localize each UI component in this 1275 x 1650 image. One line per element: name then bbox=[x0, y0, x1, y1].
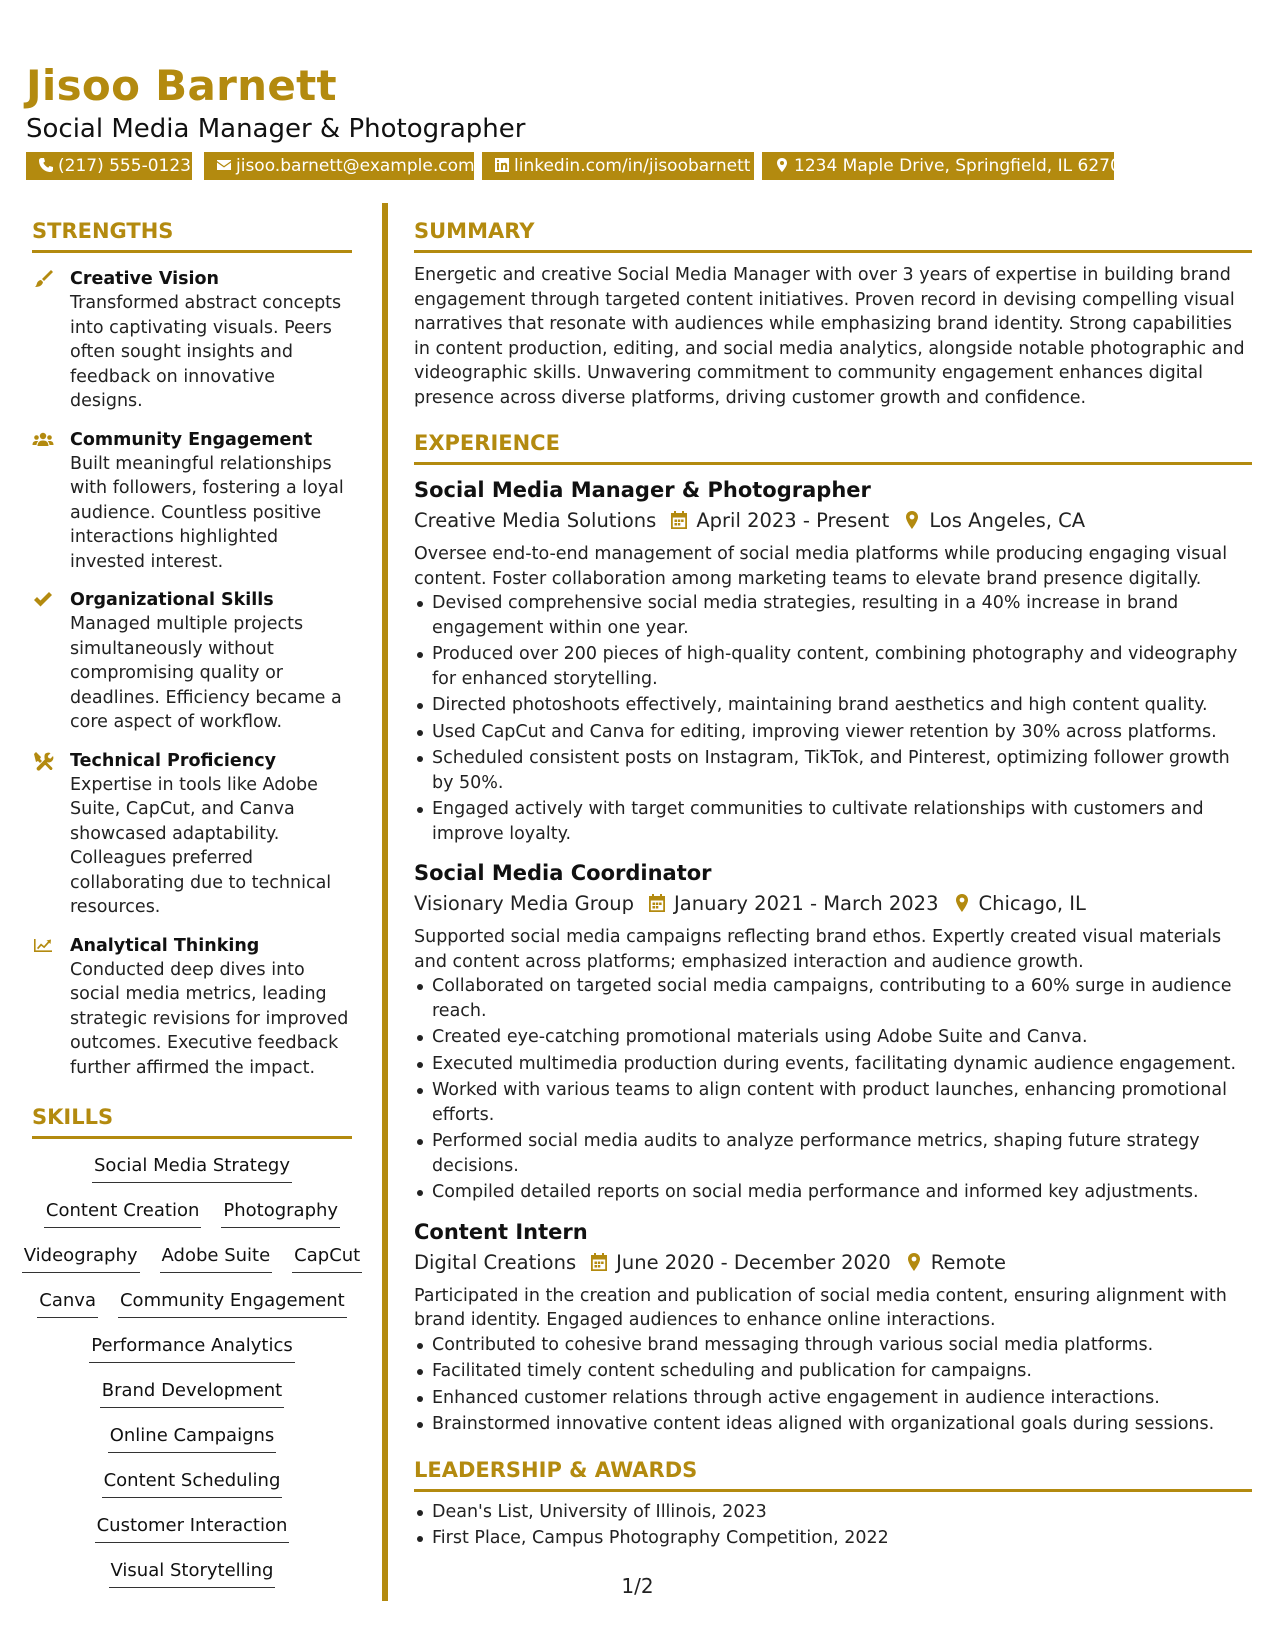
strengths-rule bbox=[32, 250, 352, 253]
skills-row bbox=[32, 1468, 352, 1513]
award-item: First Place, Campus Photography Competition, 2022 bbox=[414, 1526, 1252, 1551]
skills-row bbox=[32, 1513, 352, 1558]
skill-tag: Photography bbox=[221, 1198, 340, 1228]
experience-section bbox=[414, 428, 1252, 1437]
job-bullet: Engaged actively with target communities to cultivate relationships with customers and improve loyalty. bbox=[414, 797, 1252, 846]
job-description: Supported social media campaigns reflecting brand ethos. Expertly created visual materials and content across platforms; emphasized interaction and audience growth. bbox=[414, 927, 1222, 972]
candidate-name: Jisoo Barnett bbox=[26, 61, 337, 110]
job-bullets bbox=[414, 1333, 1252, 1437]
skill-tag: Brand Development bbox=[100, 1378, 285, 1408]
location-pin-icon bbox=[903, 510, 921, 530]
strength-item bbox=[32, 428, 352, 575]
job-bullet: Created eye-catching promotional materials using Adobe Suite and Canva. bbox=[414, 1025, 1252, 1050]
job-bullet: Facilitated timely content scheduling and publication for campaigns. bbox=[414, 1359, 1252, 1384]
skill-tag: Content Creation bbox=[44, 1198, 201, 1228]
skill-tag: Content Scheduling bbox=[102, 1468, 283, 1498]
location-pin-icon bbox=[953, 893, 971, 913]
job-meta bbox=[414, 889, 1252, 919]
job-company: Visionary Media Group bbox=[414, 892, 635, 915]
job-bullet: Collaborated on targeted social media campaigns, contributing to a 60% surge in audience reach. bbox=[414, 974, 1252, 1023]
job-location: Los Angeles, CA bbox=[929, 509, 1086, 532]
skill-tag: Online Campaigns bbox=[108, 1423, 277, 1453]
skill-tag: Canva bbox=[37, 1288, 98, 1318]
contact-address bbox=[762, 152, 1132, 180]
job-dates: June 2020 - December 2020 bbox=[616, 1250, 891, 1274]
phone-icon bbox=[38, 157, 54, 173]
job-bullet: Enhanced customer relations through active engagement in audience interactions. bbox=[414, 1386, 1252, 1411]
job-location-wrap bbox=[905, 1248, 1006, 1278]
job-company: Creative Media Solutions bbox=[414, 509, 657, 532]
skill-tag: Visual Storytelling bbox=[109, 1558, 276, 1588]
job-entry bbox=[414, 475, 1252, 846]
contact-bar bbox=[26, 152, 1256, 180]
job-bullet: Worked with various teams to align content with product launches, enhancing promotional efforts. bbox=[414, 1078, 1252, 1127]
awards-section bbox=[414, 1455, 1252, 1551]
skills-row bbox=[32, 1153, 352, 1198]
strength-title: Community Engagement bbox=[70, 429, 313, 450]
job-bullet: Compiled detailed reports on social media performance and informed key adjustments. bbox=[414, 1180, 1252, 1205]
candidate-title: Social Media Manager & Photographer bbox=[26, 114, 526, 144]
skills-row bbox=[32, 1378, 352, 1423]
location-pin-icon bbox=[905, 1252, 923, 1272]
job-bullet: Contributed to cohesive brand messaging through various social media platforms. bbox=[414, 1333, 1252, 1358]
strength-desc: Expertise in tools like Adobe Suite, CapCut, and Canva showcased adaptability. Colleagues preferred collaborating due to technical resources. bbox=[70, 774, 332, 917]
experience-rule bbox=[414, 462, 1252, 465]
calendar-icon bbox=[648, 893, 666, 913]
experience-heading: EXPERIENCE bbox=[414, 431, 560, 455]
award-item: Dean's List, University of Illinois, 2023 bbox=[414, 1500, 1252, 1525]
skills-rule bbox=[32, 1136, 352, 1139]
right-column bbox=[414, 216, 1252, 1553]
contact-phone[interactable] bbox=[26, 152, 192, 180]
contact-linkedin[interactable] bbox=[482, 152, 754, 180]
strength-desc: Transformed abstract concepts into captivating visuals. Peers often sought insights and feedback on innovative designs. bbox=[70, 293, 342, 411]
skills-heading: SKILLS bbox=[32, 1105, 114, 1129]
left-column bbox=[23, 216, 361, 1603]
job-bullets bbox=[414, 591, 1252, 846]
job-bullet: Produced over 200 pieces of high-quality content, combining photography and videography for enhanced storytelling. bbox=[414, 642, 1252, 691]
skill-tag: Customer Interaction bbox=[95, 1513, 290, 1543]
awards-heading: LEADERSHIP & AWARDS bbox=[414, 1457, 698, 1482]
job-dates-wrap bbox=[670, 506, 889, 536]
strength-title: Creative Vision bbox=[70, 269, 220, 289]
job-bullet: Devised comprehensive social media strategies, resulting in a 40% increase in brand engagement within one year. bbox=[414, 591, 1252, 640]
job-bullet: Executed multimedia production during events, facilitating dynamic audience engagement. bbox=[414, 1052, 1252, 1077]
column-divider bbox=[382, 203, 388, 1601]
job-dates: April 2023 - Present bbox=[696, 509, 890, 532]
contact-email[interactable] bbox=[204, 152, 474, 180]
users-icon bbox=[32, 430, 54, 450]
job-bullet: Brainstormed innovative content ideas aligned with organizational goals during sessions. bbox=[414, 1412, 1252, 1437]
skills-row bbox=[23, 1243, 361, 1288]
job-title: Content Intern bbox=[414, 1219, 588, 1244]
job-location-wrap bbox=[903, 506, 1085, 536]
summary-heading: SUMMARY bbox=[414, 219, 535, 243]
tools-icon bbox=[32, 751, 54, 771]
strength-title: Technical Proficiency bbox=[70, 750, 276, 771]
skill-tag: Performance Analytics bbox=[89, 1333, 295, 1363]
job-title: Social Media Coordinator bbox=[414, 861, 712, 885]
strength-desc: Conducted deep dives into social media metrics, leading strategic revisions for improved outcomes. Executive feedback further affirmed the impact. bbox=[70, 959, 349, 1078]
strength-desc: Managed multiple projects simultaneously without compromising quality or deadlines. Efficiency became a core aspect of workflow. bbox=[70, 614, 342, 732]
strength-title: Organizational Skills bbox=[70, 590, 274, 610]
job-dates: January 2021 - March 2023 bbox=[674, 892, 939, 915]
strength-item bbox=[32, 934, 352, 1081]
strength-desc: Built meaningful relationships with followers, fostering a loyal audience. Countless positive interactions highlighted invested interest. bbox=[70, 453, 344, 572]
calendar-icon bbox=[590, 1252, 608, 1272]
skills-list bbox=[23, 1153, 361, 1603]
check-icon bbox=[32, 590, 54, 610]
job-entry bbox=[414, 1217, 1252, 1437]
paintbrush-icon bbox=[32, 269, 54, 289]
job-dates-wrap bbox=[590, 1248, 891, 1278]
skills-row bbox=[32, 1333, 352, 1378]
location-pin-icon bbox=[774, 157, 790, 173]
skill-tag: CapCut bbox=[292, 1243, 362, 1273]
skill-tag: Community Engagement bbox=[118, 1288, 347, 1318]
skill-tag: Social Media Strategy bbox=[92, 1153, 292, 1183]
summary-text: Energetic and creative Social Media Manager with over 3 years of expertise in building brand engagement through targeted content initiatives. Proven record in devising compelling visual narratives that resonate with audiences while emphasizing brand identity. Strong capabilities in content production, editing, and social media analytics, alongside notable photographic and videographic skills. Unwavering commitment to community engagement enhances digital presence across diverse platforms, driving customer growth and confidence. bbox=[414, 265, 1245, 408]
strength-title: Analytical Thinking bbox=[70, 935, 260, 956]
awards-list bbox=[414, 1500, 1252, 1551]
job-bullet: Performed social media audits to analyze performance metrics, shaping future strategy decisions. bbox=[414, 1129, 1252, 1178]
summary-section bbox=[414, 216, 1252, 410]
contact-phone-text: (217) 555-0123 bbox=[58, 156, 191, 176]
page-number: 1/2 bbox=[621, 1574, 654, 1598]
linkedin-icon bbox=[494, 157, 510, 173]
strengths-heading: STRENGTHS bbox=[32, 219, 174, 243]
strengths-section bbox=[32, 216, 352, 1080]
skills-row bbox=[32, 1423, 352, 1468]
job-bullet: Directed photoshoots effectively, maintaining brand aesthetics and high content quality. bbox=[414, 693, 1252, 718]
job-bullets bbox=[414, 974, 1252, 1205]
job-bullet: Scheduled consistent posts on Instagram, TikTok, and Pinterest, optimizing follower growth by 50%. bbox=[414, 746, 1252, 795]
strength-item bbox=[32, 267, 352, 414]
job-location: Chicago, IL bbox=[978, 892, 1086, 915]
job-location-wrap bbox=[953, 889, 1086, 919]
contact-email-text: jisoo.barnett@example.com bbox=[236, 156, 475, 176]
job-title: Social Media Manager & Photographer bbox=[414, 478, 871, 502]
strength-item bbox=[32, 749, 352, 920]
job-description: Oversee end-to-end management of social media platforms while producing engaging visual content. Foster collaboration among marketing teams to elevate brand presence digitally. bbox=[414, 544, 1228, 589]
job-description: Participated in the creation and publication of social media content, ensuring alignment with brand identity. Engaged audiences to enhance online interactions. bbox=[414, 1285, 1227, 1330]
skills-row bbox=[32, 1198, 352, 1243]
contact-address-text: 1234 Maple Drive, Springfield, IL 62704 bbox=[794, 156, 1132, 176]
job-meta bbox=[414, 1248, 1252, 1278]
calendar-icon bbox=[670, 510, 688, 530]
skills-row bbox=[32, 1288, 352, 1333]
contact-linkedin-text: linkedin.com/in/jisoobarnett bbox=[514, 156, 751, 176]
job-entry bbox=[414, 858, 1252, 1205]
email-icon bbox=[216, 157, 232, 173]
summary-rule bbox=[414, 250, 1252, 253]
resume-header bbox=[26, 62, 1256, 146]
job-bullet: Used CapCut and Canva for editing, improving viewer retention by 30% across platforms. bbox=[414, 720, 1252, 745]
job-location: Remote bbox=[930, 1250, 1007, 1274]
skill-tag: Adobe Suite bbox=[160, 1243, 273, 1273]
job-meta bbox=[414, 506, 1252, 536]
awards-rule bbox=[414, 1489, 1252, 1492]
job-company: Digital Creations bbox=[414, 1250, 577, 1274]
skills-section bbox=[23, 1102, 361, 1603]
line-chart-icon bbox=[32, 936, 54, 956]
job-dates-wrap bbox=[648, 889, 938, 919]
strength-item bbox=[32, 588, 352, 735]
skill-tag: Videography bbox=[22, 1243, 140, 1273]
